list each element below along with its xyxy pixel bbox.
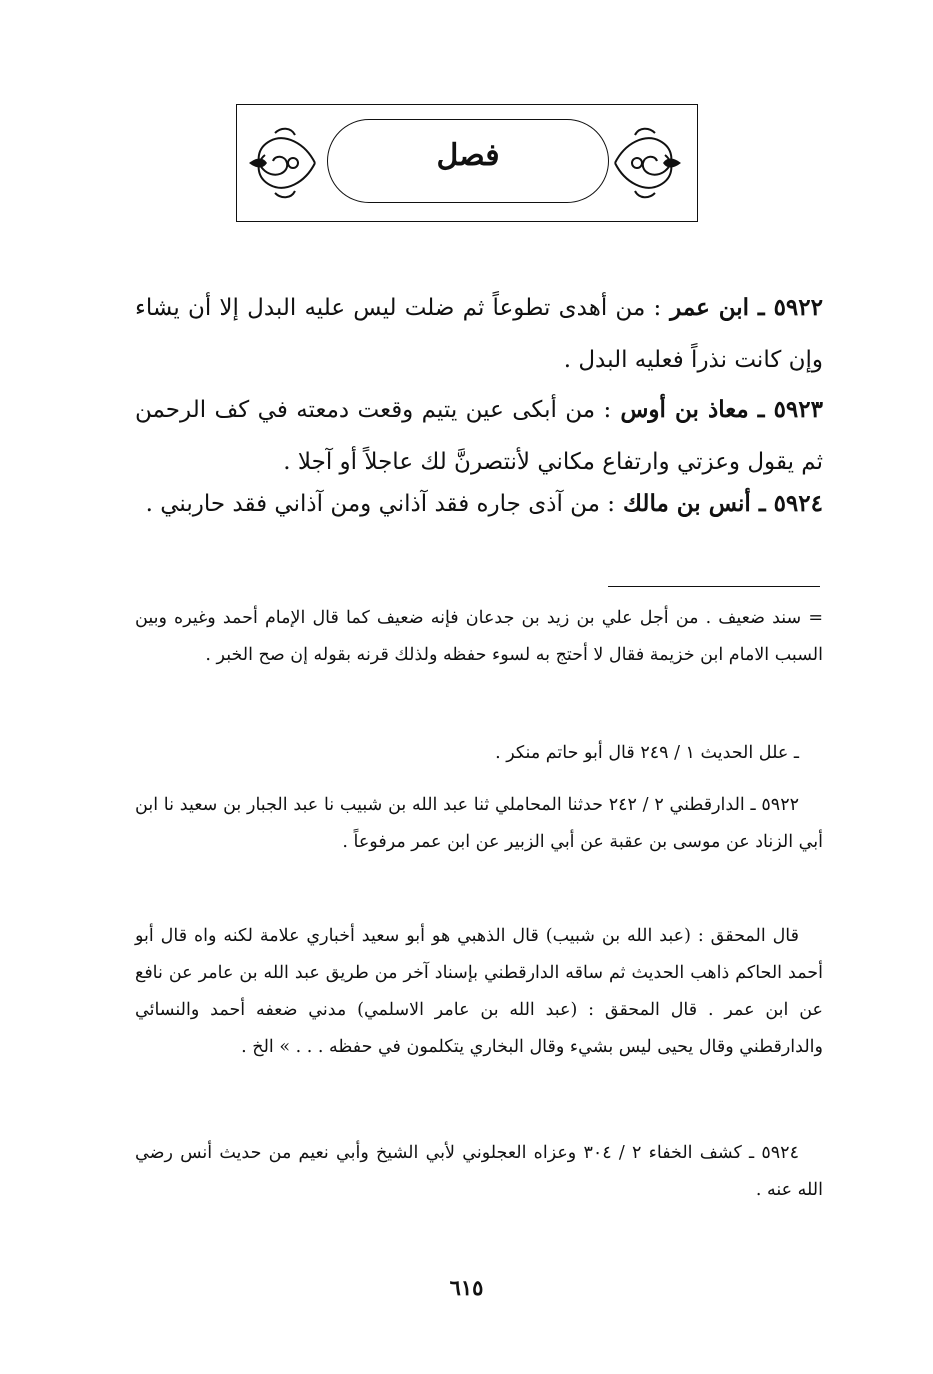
footnote-text: ٥٩٢٤ ـ كشف الخفاء ٢ / ٣٠٤ وعزاه العجلوني لأبي الشيخ وأبي نعيم من حديث أنس رضي الله عنه . [135, 1143, 823, 1200]
hadith-number: ٥٩٢٢ [773, 294, 823, 321]
chapter-title-cartouche [327, 119, 609, 203]
arabesque-ornament-icon [609, 123, 685, 203]
narrator-name: معاذ بن أوس [620, 396, 749, 423]
footnote [135, 787, 823, 861]
narrator-name: ابن عمر [670, 294, 750, 321]
hadith-entry: ٥٩٢٤ ـ أنس بن مالك : من آذى جاره فقد آذاني ومن آذاني فقد حاربني . [145, 490, 823, 517]
footnote [135, 918, 823, 1066]
footnote-text: ـ علل الحديث ١ / ٢٤٩ قال أبو حاتم منكر . [495, 743, 799, 763]
hadith-entry: ٥٩٢٣ ـ معاذ بن أوس : من أبكى عين يتيم وقعت دمعته في كف الرحمن ثم يقول وعزتي وارتفاع مكاني لأنتصرنَّ لك عاجلاً أو آجلا . [135, 396, 823, 475]
chapter-title: فصل [436, 138, 500, 173]
footnote-divider [608, 586, 820, 587]
footnote-text: قال المحقق : (عبد الله بن شبيب) قال الذهبي هو أبو سعيد أخباري علامة لكنه واه قال أبو أحمد الحاكم ذاهب الحديث ثم ساقه الدارقطني بإسناد آخر من طريق عبد الله بن عامر عن نافع عن ابن عمر . قال المحقق : (عبد الله بن عامر الاسلمي) مدني ضعفه أحمد والنسائي والدارقطني وقال يحيى ليس بشيء وقال البخاري يتكلمون في حفظه . . . » الخ . [135, 926, 823, 1057]
footnote [135, 600, 823, 674]
hadith-text: : من أبكى عين يتيم وقعت دمعته في كف الرحمن ثم يقول وعزتي وارتفاع مكاني لأنتصرنَّ لك عاجلاً أو آجلا . [135, 397, 823, 475]
hadith-number: ٥٩٢٤ [773, 490, 823, 517]
hadith-text: : من أهدى تطوعاً ثم ضلت ليس عليه البدل إلا أن يشاء وإن كانت نذراً فعليه البدل . [135, 295, 823, 373]
narrator-name: أنس بن مالك [623, 490, 751, 517]
hadith-entry: ٥٩٢٢ ـ ابن عمر : من أهدى تطوعاً ثم ضلت ليس عليه البدل إلا أن يشاء وإن كانت نذراً فعليه البدل . [135, 294, 823, 373]
arabesque-ornament-icon [245, 123, 321, 203]
footnote [135, 735, 823, 772]
footnote [135, 1135, 823, 1209]
hadith-text: : من آذى جاره فقد آذاني ومن آذاني فقد حاربني . [145, 491, 616, 517]
footnote-text: = سند ضعيف . من أجل علي بن زيد بن جدعان فإنه ضعيف كما قال الإمام أحمد وغيره وبين السبب الامام ابن خزيمة فقال لا أحتج به لسوء حفظه ولذلك قرنه بقوله إن صح الخبر . [135, 608, 823, 665]
page-number: ٦١٥ [449, 1275, 484, 1300]
chapter-header-frame [236, 104, 698, 222]
hadith-number: ٥٩٢٣ [773, 396, 823, 423]
footnote-text: ٥٩٢٢ ـ الدارقطني ٢ / ٢٤٢ حدثنا المحاملي ثنا عبد الله بن شبيب نا عبد الجبار بن سعيد نا ابن أبي الزناد عن موسى بن عقبة عن أبي الزبير عن ابن عمر مرفوعاً . [135, 795, 823, 852]
